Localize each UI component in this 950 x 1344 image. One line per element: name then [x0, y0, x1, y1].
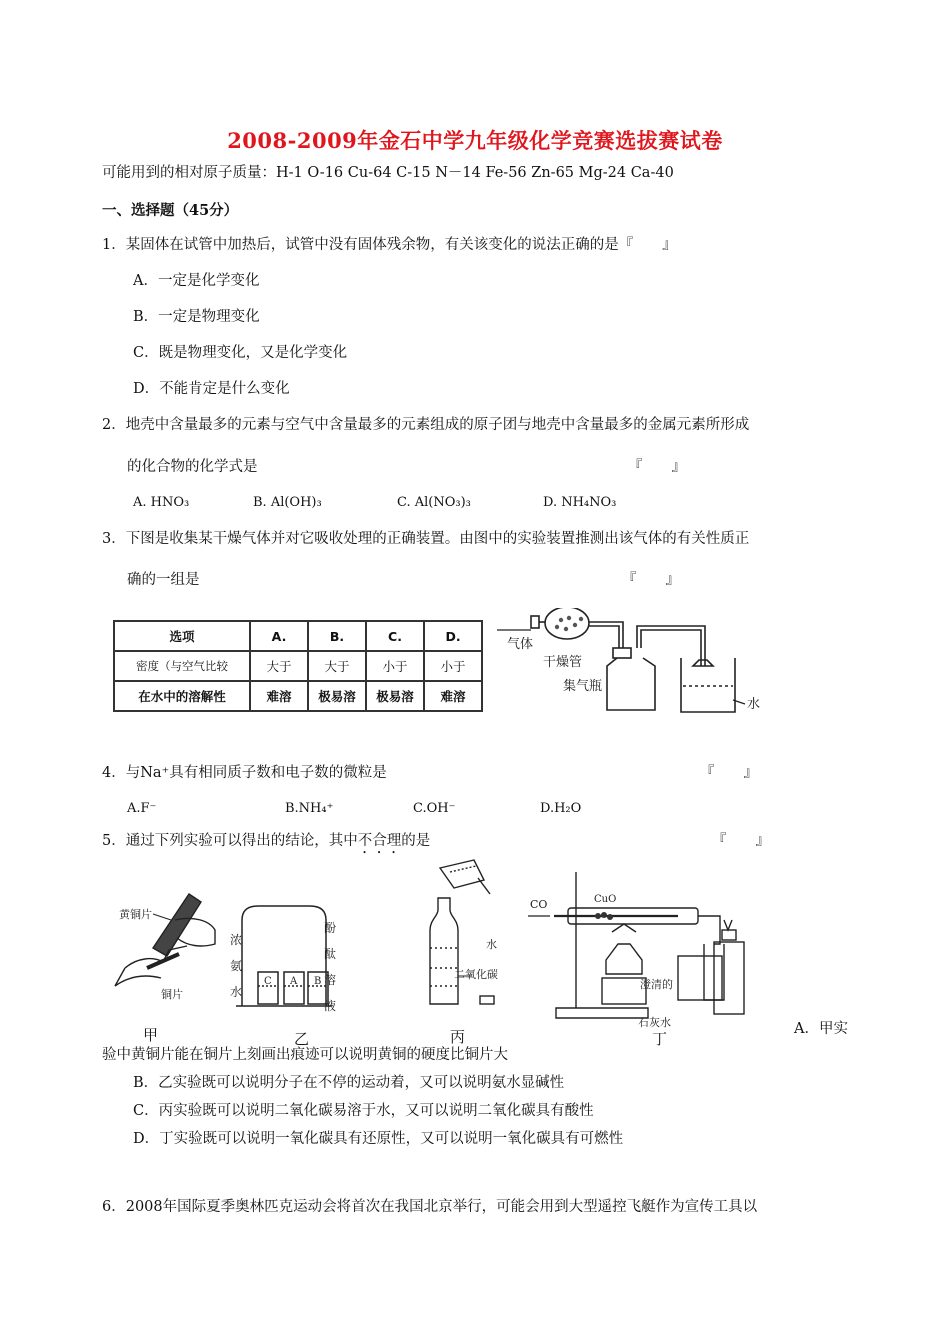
q3-line1: 3．下图是收集某干燥气体并对它吸收处理的正确装置。由图中的实验装置推测出该气体的有关性质正 — [102, 531, 750, 547]
q5-option-c: C．丙实验既可以说明二氧化碳易溶于水，又可以说明二氧化碳具有酸性 — [133, 1103, 594, 1119]
q2-line2: 的化合物的化学式是 — [127, 459, 258, 475]
q3-bracket: 『 』 — [622, 572, 680, 588]
table-cell: 密度（与空气比较 — [114, 651, 250, 681]
table-cell: 小于 — [366, 651, 424, 681]
table-row — [114, 621, 482, 651]
fig-label-yi: 乙 — [294, 1030, 310, 1048]
bing-label-water: 水 — [486, 938, 497, 951]
q5-stem-post: 的是 — [401, 833, 431, 849]
ding-label-lime1: 澄清的 — [640, 978, 673, 991]
q5-figure-yi — [228, 898, 348, 1030]
fig-label-bing: 丙 — [450, 1028, 466, 1046]
yi-beaker-b: B — [314, 976, 322, 987]
q5-option-a-cont: 验中黄铜片能在铜片上刻画出痕迹可以说明黄铜的硬度比铜片大 — [102, 1047, 508, 1063]
table-row — [114, 651, 482, 681]
q1-option-d: D．不能肯定是什么变化 — [133, 381, 290, 397]
q5-option-d: D．丁实验既可以说明一氧化碳具有还原性，又可以说明一氧化碳具有可燃性 — [133, 1131, 624, 1147]
q2-line1: 2．地壳中含量最多的元素与空气中含量最多的元素组成的原子团与地壳中含量最多的金属元素所形成 — [102, 417, 750, 433]
q4-stem: 4．与Na⁺具有相同质子数和电子数的微粒是 — [102, 765, 387, 781]
yi-right-4: 液 — [324, 999, 337, 1013]
q1-option-b: B．一定是物理变化 — [133, 309, 260, 325]
yi-right-2: 酞 — [324, 947, 337, 961]
q5-option-b: B．乙实验既可以说明分子在不停的运动着，又可以说明氨水显碱性 — [133, 1075, 565, 1091]
table-cell: 极易溶 — [308, 681, 366, 711]
table-cell: A. — [250, 621, 308, 651]
q5-figure-jia — [105, 880, 220, 1010]
q3-apparatus-figure — [495, 608, 770, 723]
table-cell: 极易溶 — [366, 681, 424, 711]
q2-option-a: A. HNO₃ — [133, 495, 190, 510]
yi-right-1: 酚 — [324, 921, 337, 935]
page-title: 2008-2009年金石中学九年级化学竞赛选拔赛试卷 — [227, 128, 723, 153]
q5-stem — [102, 832, 430, 857]
q5-bracket: 『 』 — [712, 833, 770, 849]
fig-label-jia: 甲 — [143, 1026, 159, 1044]
yi-right-3: 溶 — [324, 973, 337, 987]
apparatus-label-water: 水 — [747, 696, 761, 711]
table-row — [114, 681, 482, 711]
ding-label-lime2: 石灰水 — [638, 1016, 671, 1028]
q4-bracket: 『 』 — [700, 765, 758, 781]
apparatus-label-gas: 气体 — [507, 636, 534, 651]
q5-figure-ding — [528, 860, 748, 1028]
jia-label-brass: 黄铜片 — [119, 908, 152, 921]
table-cell: C. — [366, 621, 424, 651]
q4-option-c: C.OH⁻ — [413, 801, 456, 816]
q2-option-c: C. Al(NO₃)₃ — [397, 495, 471, 510]
yi-left-2: 氨 — [230, 959, 243, 973]
section-heading: 一、选择题（45分） — [102, 202, 239, 219]
q5-stem-emphasis: 不合理 — [357, 833, 402, 849]
table-cell: 选项 — [114, 621, 250, 651]
yi-left-1: 浓 — [230, 933, 243, 947]
table-cell: 大于 — [250, 651, 308, 681]
q4-option-b: B.NH₄⁺ — [285, 801, 334, 816]
yi-beaker-c: C — [264, 976, 272, 987]
table-cell: B. — [308, 621, 366, 651]
q1-option-a: A．一定是化学变化 — [133, 273, 260, 289]
q4-option-a: A.F⁻ — [127, 801, 157, 816]
table-cell: 大于 — [308, 651, 366, 681]
yi-left-3: 水 — [230, 985, 243, 999]
apparatus-label-bottle: 集气瓶 — [563, 678, 603, 693]
jia-label-copper: 铜片 — [161, 988, 183, 1001]
q2-bracket: 『 』 — [628, 459, 686, 475]
q1-stem: 1．某固体在试管中加热后，试管中没有固体残余物，有关该变化的说法正确的是『 』 — [102, 237, 677, 253]
yi-beaker-a: A — [290, 976, 298, 987]
q5-figure-bing — [410, 858, 520, 1016]
table-cell: 难溶 — [424, 681, 482, 711]
q2-option-b: B. Al(OH)₃ — [253, 495, 322, 510]
q1-option-c: C．既是物理变化，又是化学变化 — [133, 345, 348, 361]
table-cell: 小于 — [424, 651, 482, 681]
apparatus-label-drying-tube: 干燥管 — [543, 654, 583, 669]
atomic-masses: 可能用到的相对原子质量：H-1 O-16 Cu-64 C-15 N－14 Fe-56 Zn-65 Mg-24 Ca-40 — [102, 165, 674, 181]
ding-label-cuo: CuO — [594, 894, 617, 905]
table-cell: D. — [424, 621, 482, 651]
q4-option-d: D.H₂O — [540, 801, 582, 816]
q5-option-a-head: A．甲实 — [794, 1021, 848, 1037]
q6-stem: 6．2008年国际夏季奥林匹克运动会将首次在我国北京举行，可能会用到大型遥控飞艇作为宣传工具以 — [102, 1199, 758, 1215]
q2-option-d: D. NH₄NO₃ — [543, 495, 617, 510]
q5-stem-pre: 5．通过下列实验可以得出的结论，其中 — [102, 833, 358, 849]
fig-label-ding: 丁 — [652, 1030, 668, 1048]
ding-label-co: CO — [530, 898, 548, 911]
bing-label-co2: 二氧化碳 — [454, 968, 498, 981]
q3-options-table — [113, 620, 483, 712]
q3-line2: 确的一组是 — [127, 572, 200, 588]
table-cell: 难溶 — [250, 681, 308, 711]
table-cell: 在水中的溶解性 — [114, 681, 250, 711]
